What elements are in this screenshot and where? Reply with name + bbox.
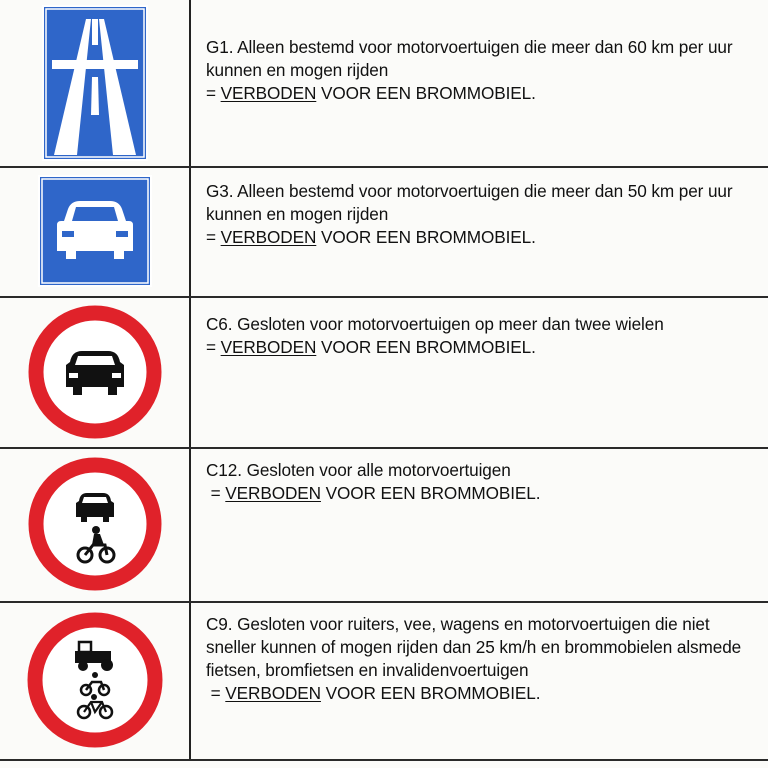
table-row (0, 601, 768, 759)
rule-verdict: = VERBODEN VOOR EEN BROMMOBIEL. (206, 483, 541, 503)
rule-description: C12. Gesloten voor alle motorvoertuigen (206, 460, 511, 480)
rule-description: G3. Alleen bestemd voor motorvoertuigen die meer dan 50 km per uur kunnen en mogen rijden (206, 181, 733, 224)
rule-verdict: = VERBODEN VOOR EEN BROMMOBIEL. (206, 683, 541, 703)
rule-description: C9. Gesloten voor ruiters, vee, wagens en motorvoertuigen die niet sneller kunnen of mogen rijden dan 25 km/h en brommobielen alsmede fietsen, bromfietsen en invalidenvoertuigen (206, 614, 742, 680)
table-row (0, 296, 768, 447)
sign-cell (0, 166, 189, 296)
rule-text (206, 180, 760, 249)
rule-verdict: = VERBODEN VOOR EEN BROMMOBIEL. (206, 227, 536, 247)
rule-text (206, 36, 760, 105)
sign-cell (0, 601, 189, 759)
table-row (0, 447, 768, 601)
sign-cell (0, 447, 189, 601)
verdict-keyword: VERBODEN (220, 83, 317, 103)
verdict-keyword: VERBODEN (220, 337, 317, 357)
no-slow-vehicles-sign-icon (27, 612, 163, 748)
motorway-sign-icon (42, 5, 148, 161)
row-divider (0, 759, 768, 761)
sign-cell (0, 296, 189, 447)
rule-verdict: = VERBODEN VOOR EEN BROMMOBIEL. (206, 337, 536, 357)
verdict-keyword: VERBODEN (225, 683, 321, 703)
verdict-keyword: VERBODEN (220, 227, 317, 247)
car-road-sign-icon (38, 175, 152, 287)
rule-verdict: = VERBODEN VOOR EEN BROMMOBIEL. (206, 83, 536, 103)
rule-text (206, 459, 760, 505)
no-motor-vehicles-over-two-wheels-sign-icon (28, 305, 162, 439)
rule-text (206, 313, 760, 359)
rule-text (206, 613, 760, 705)
rule-description: G1. Alleen bestemd voor motorvoertuigen die meer dan 60 km per uur kunnen en mogen rijden (206, 37, 733, 80)
table-row (0, 166, 768, 296)
verdict-keyword: VERBODEN (225, 483, 321, 503)
no-motor-vehicles-sign-icon (28, 457, 162, 591)
sign-cell (0, 0, 189, 166)
rule-description: C6. Gesloten voor motorvoertuigen op meer dan twee wielen (206, 314, 664, 334)
table-row (0, 0, 768, 166)
